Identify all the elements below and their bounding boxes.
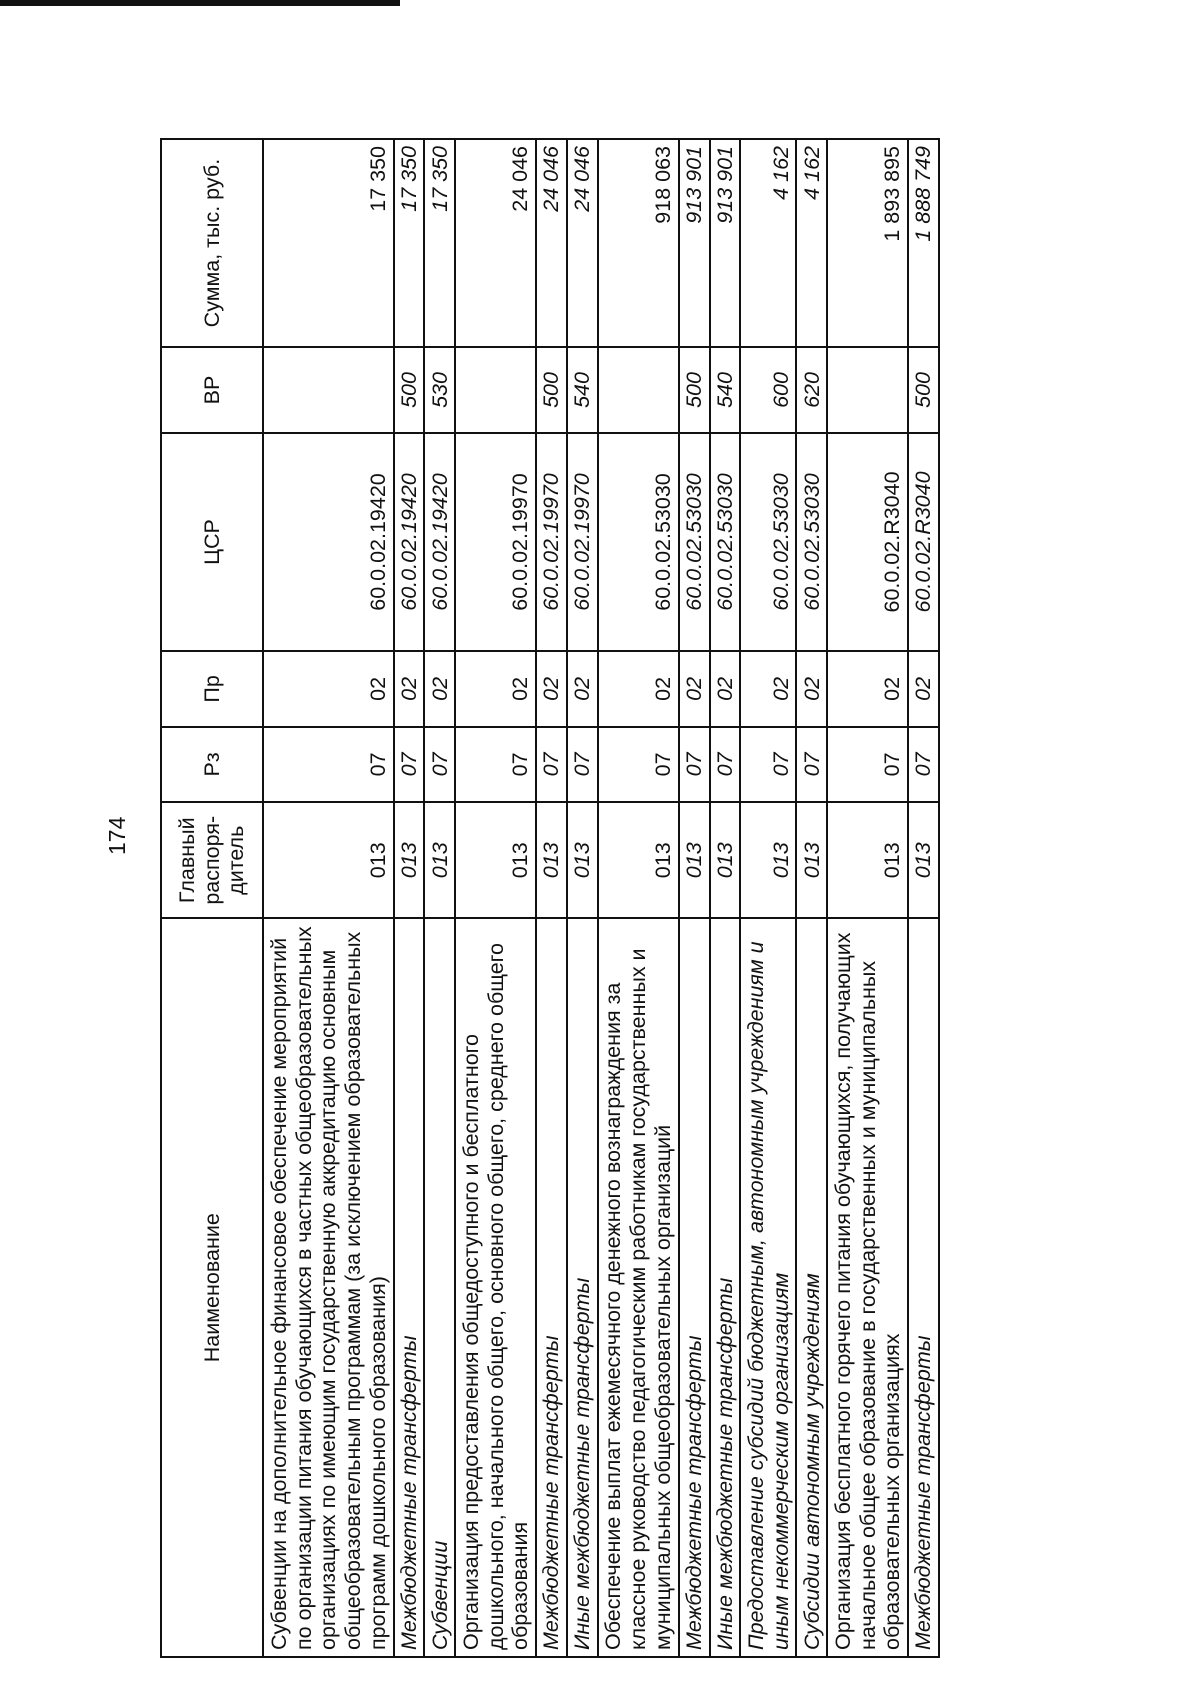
row-vr: 540 [710,347,741,433]
row-name: Межбюджетные трансферты [908,918,939,1657]
row-csr: 60.0.02.R3040 [827,433,908,651]
row-name: Иные межбюджетные трансферты [710,918,741,1657]
table-row [455,139,536,1657]
row-vr: 500 [536,347,567,433]
row-sum: 918 063 [598,139,679,347]
row-vr: 620 [796,347,827,433]
row-grbs: 013 [567,802,598,918]
page-number: 174 [104,816,130,855]
rotated-table-wrapper [160,138,940,1658]
row-csr: 60.0.02.19970 [536,433,567,651]
row-csr: 60.0.02.19420 [394,433,425,651]
table-row [710,139,741,1657]
row-grbs: 013 [598,802,679,918]
row-vr: 500 [908,347,939,433]
table-row [567,139,598,1657]
table-row [424,139,455,1657]
table-header-row [161,139,263,1657]
row-sum: 17 350 [394,139,425,347]
row-rz: 07 [679,727,710,802]
header-name: Наименование [161,918,263,1657]
row-vr: 500 [679,347,710,433]
table-row [263,139,394,1657]
row-csr: 60.0.02.19970 [455,433,536,651]
row-rz: 07 [455,727,536,802]
row-name: Субвенции [424,918,455,1657]
row-csr: 60.0.02.R3040 [908,433,939,651]
row-grbs: 013 [424,802,455,918]
row-rz: 07 [567,727,598,802]
row-rz: 07 [710,727,741,802]
row-csr: 60.0.02.53030 [796,433,827,651]
row-vr [598,347,679,433]
row-vr: 530 [424,347,455,433]
row-sum: 4 162 [796,139,827,347]
row-grbs: 013 [796,802,827,918]
row-grbs: 013 [679,802,710,918]
row-vr: 600 [740,347,796,433]
row-name: Межбюджетные трансферты [536,918,567,1657]
row-rz: 07 [424,727,455,802]
row-csr: 60.0.02.53030 [598,433,679,651]
header-rz: Рз [161,727,263,802]
row-grbs: 013 [263,802,394,918]
header-grbs: Главный распоря-дитель [161,802,263,918]
table-row [598,139,679,1657]
row-name: Иные межбюджетные трансферты [567,918,598,1657]
row-name: Субсидии автономным учреждениям [796,918,827,1657]
row-name: Организация предоставления общедоступного и бесплатного дошкольного, начального общего, основного общего, среднего общего образования [455,918,536,1657]
row-sum: 1 893 895 [827,139,908,347]
row-rz: 07 [394,727,425,802]
row-csr: 60.0.02.53030 [710,433,741,651]
row-pr: 02 [424,651,455,726]
row-csr: 60.0.02.53030 [679,433,710,651]
row-vr: 540 [567,347,598,433]
row-vr [263,347,394,433]
row-vr: 500 [394,347,425,433]
row-pr: 02 [827,651,908,726]
row-sum: 913 901 [710,139,741,347]
row-pr: 02 [263,651,394,726]
row-pr: 02 [908,651,939,726]
row-grbs: 013 [394,802,425,918]
row-rz: 07 [263,727,394,802]
row-pr: 02 [455,651,536,726]
scan-edge-bar [0,0,400,6]
row-rz: 07 [598,727,679,802]
row-pr: 02 [796,651,827,726]
row-vr [827,347,908,433]
budget-table [160,138,940,1658]
table-row [679,139,710,1657]
table-row [827,139,908,1657]
header-sum: Сумма, тыс. руб. [161,139,263,347]
row-csr: 60.0.02.19970 [567,433,598,651]
row-vr [455,347,536,433]
row-pr: 02 [710,651,741,726]
row-sum: 17 350 [263,139,394,347]
row-grbs: 013 [455,802,536,918]
row-name: Межбюджетные трансферты [394,918,425,1657]
row-sum: 24 046 [455,139,536,347]
row-sum: 1 888 749 [908,139,939,347]
row-grbs: 013 [536,802,567,918]
row-pr: 02 [740,651,796,726]
table-row [394,139,425,1657]
row-sum: 4 162 [740,139,796,347]
header-pr: Пр [161,651,263,726]
row-csr: 60.0.02.53030 [740,433,796,651]
header-vr: ВР [161,347,263,433]
row-rz: 07 [796,727,827,802]
row-rz: 07 [908,727,939,802]
row-rz: 07 [536,727,567,802]
row-grbs: 013 [908,802,939,918]
row-pr: 02 [598,651,679,726]
row-pr: 02 [567,651,598,726]
row-pr: 02 [679,651,710,726]
row-pr: 02 [536,651,567,726]
row-sum: 24 046 [567,139,598,347]
table-row [908,139,939,1657]
row-name: Субвенции на дополнительное финансовое обеспечение мероприятий по организации питания обучающихся в частных общеобразовательных организациях по имеющим государственную аккредитацию основным общеобразовательным программам (за исключением образовательных программ дошкольного образования) [263,918,394,1657]
row-rz: 07 [740,727,796,802]
row-grbs: 013 [710,802,741,918]
row-name: Межбюджетные трансферты [679,918,710,1657]
table-row [740,139,796,1657]
row-name: Организация бесплатного горячего питания обучающихся, получающих начальное общее образование в государственных и муниципальных образовательных организациях [827,918,908,1657]
row-sum: 17 350 [424,139,455,347]
table-row [536,139,567,1657]
header-csr: ЦСР [161,433,263,651]
row-grbs: 013 [827,802,908,918]
row-rz: 07 [827,727,908,802]
row-sum: 24 046 [536,139,567,347]
table-row [796,139,827,1657]
row-pr: 02 [394,651,425,726]
row-csr: 60.0.02.19420 [424,433,455,651]
row-csr: 60.0.02.19420 [263,433,394,651]
row-sum: 913 901 [679,139,710,347]
row-name: Предоставление субсидий бюджетным, автономным учреждениям и иным некоммерческим организациям [740,918,796,1657]
row-grbs: 013 [740,802,796,918]
row-name: Обеспечение выплат ежемесячного денежного вознаграждения за классное руководство педагогическим работникам государственных и муниципальных общеобразовательных организаций [598,918,679,1657]
